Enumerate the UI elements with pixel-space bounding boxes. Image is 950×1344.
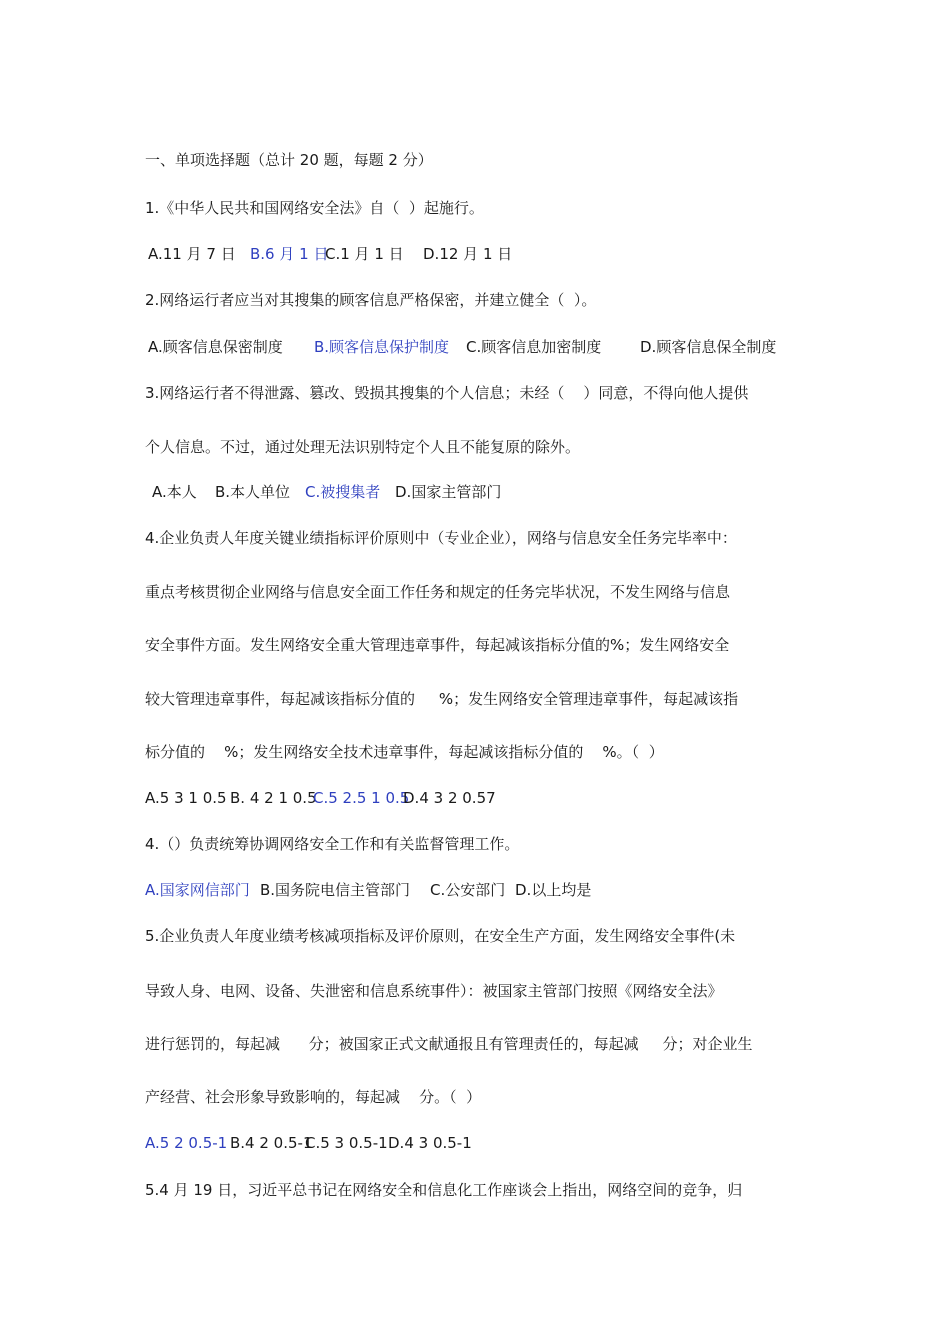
question-5b-stem: 5.4 月 19 日，习近平总书记在网络安全和信息化工作座谈会上指出，网络空间的竞争，归 xyxy=(145,1181,743,1199)
question-2-option-b: B.顾客信息保护制度 xyxy=(314,338,450,356)
question-4b-option-a: A.国家网信部门 xyxy=(145,881,250,899)
section-title: 一、单项选择题（总计 20 题，每题 2 分） xyxy=(145,151,433,169)
question-4b-option-d: D.以上均是 xyxy=(515,881,592,899)
question-2-option-c: C.顾客信息加密制度 xyxy=(466,338,602,356)
question-5a-stem-line: 5.企业负责人年度业绩考核减项指标及评价原则，在安全生产方面，发生网络安全事件(未 xyxy=(145,927,736,945)
question-4a-stem-line: 重点考核贯彻企业网络与信息安全面工作任务和规定的任务完毕状况，不发生网络与信息 xyxy=(145,583,731,601)
question-2-option-a: A.顾客信息保密制度 xyxy=(148,338,283,356)
question-1-option-a: A.11 月 7 日 xyxy=(148,245,236,263)
question-5a-stem-line: 产经营、社会形象导致影响的，每起减 分。（ ） xyxy=(145,1088,482,1106)
question-4a-stem-line: 4.企业负责人年度关键业绩指标评价原则中（专业企业），网络与信息安全任务完毕率中： xyxy=(145,529,737,547)
question-5a-option-c: C.5 3 0.5-1 xyxy=(305,1134,388,1152)
question-4b-option-b: B.国务院电信主管部门 xyxy=(260,881,411,899)
question-5a-option-d: D.4 3 0.5-1 xyxy=(388,1134,472,1152)
question-4a-option-a: A.5 3 1 0.5 xyxy=(145,789,227,807)
question-3-option-b: B.本人单位 xyxy=(215,483,291,501)
question-3-stem-line: 3.网络运行者不得泄露、篡改、毁损其搜集的个人信息；未经（ ）同意，不得向他人提供 xyxy=(145,384,749,402)
question-5a-stem-line: 导致人身、电网、设备、失泄密和信息系统事件）：被国家主管部门按照《网络安全法》 xyxy=(145,982,723,1000)
question-4a-stem-line: 标分值的 %；发生网络安全技术违章事件，每起减该指标分值的 %。（ ） xyxy=(145,743,664,761)
question-3-option-d: D.国家主管部门 xyxy=(395,483,502,501)
question-1-option-c: C.1 月 1 日 xyxy=(325,245,404,263)
question-2-option-d: D.顾客信息保全制度 xyxy=(640,338,777,356)
question-5a-stem-line: 进行惩罚的，每起减 分；被国家正式文献通报且有管理责任的，每起减 分；对企业生 xyxy=(145,1035,753,1053)
question-1-stem: 1.《中华人民共和国网络安全法》自（ ）起施行。 xyxy=(145,199,484,217)
question-3-stem-line: 个人信息。不过，通过处理无法识别特定个人且不能复原的除外。 xyxy=(145,438,581,456)
question-1-option-d: D.12 月 1 日 xyxy=(423,245,513,263)
question-5a-option-b: B.4 2 0.5-1 xyxy=(230,1134,313,1152)
question-4b-option-c: C.公安部门 xyxy=(430,881,506,899)
question-3-option-a: A.本人 xyxy=(152,483,197,501)
question-4a-stem-line: 安全事件方面。发生网络安全重大管理违章事件，每起减该指标分值的%；发生网络安全 xyxy=(145,636,730,654)
question-4a-option-b: B. 4 2 1 0.5 xyxy=(230,789,317,807)
question-3-option-c: C.被搜集者 xyxy=(305,483,381,501)
question-4a-option-c: C.5 2.5 1 0.5 xyxy=(313,789,410,807)
question-5a-option-a: A.5 2 0.5-1 xyxy=(145,1134,228,1152)
question-4b-stem: 4.（）负责统筹协调网络安全工作和有关监督管理工作。 xyxy=(145,835,520,853)
question-2-stem: 2.网络运行者应当对其搜集的顾客信息严格保密，并建立健全（ ）。 xyxy=(145,291,597,309)
question-4a-stem-line: 较大管理违章事件，每起减该指标分值的 %；发生网络安全管理违章事件，每起减该指 xyxy=(145,690,739,708)
question-1-option-b: B.6 月 1 日 xyxy=(250,245,329,263)
question-4a-option-d: D.4 3 2 0.57 xyxy=(403,789,496,807)
